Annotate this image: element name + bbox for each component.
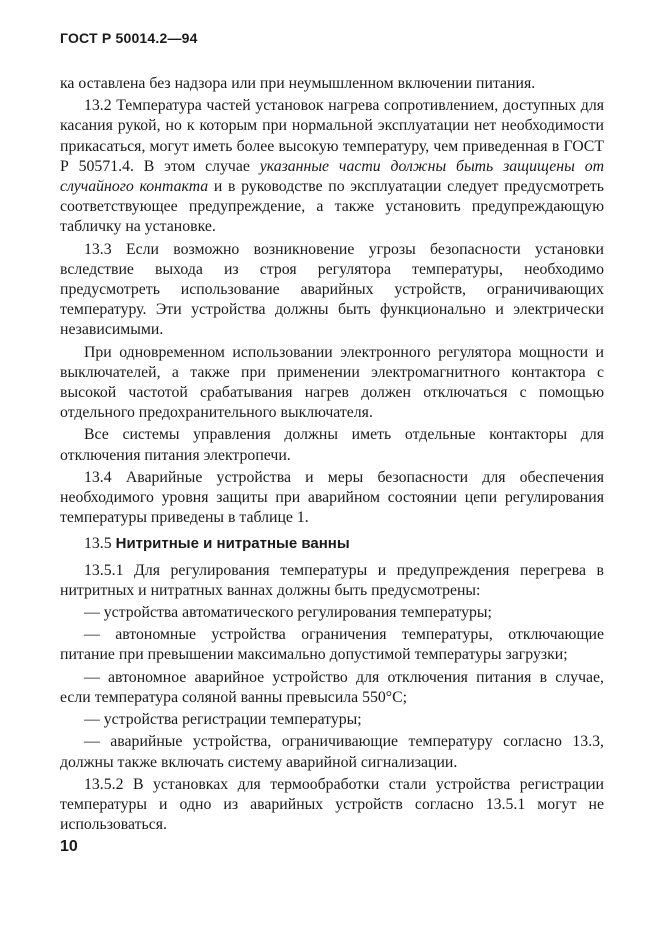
paragraph-13-2-part2: и в руководстве по эксплуатации следует предусмотреть соответствующее предупреждение, а также установить предупреждающую табличку на установке. (60, 178, 604, 236)
paragraph-13-4: 13.4 Аварийные устройства и меры безопасности для обеспечения необходимого уровня защиты при аварийном состоянии цепи регулирования температуры приведены в таблице 1. (60, 468, 604, 527)
paragraph-13-2-part1: 13.2 Температура частей установок нагрева сопротивлением, доступных для касания рукой, но к которым при нормальной эксплуатации нет необходимости прикасаться, могут иметь более высокую температуру, чем приведенная в ГОСТ Р 50571.4. В этом случае (60, 97, 604, 175)
paragraph-13-5-2: 13.5.2 В установках для термообработки стали устройства регистрации температуры и одно из аварийных устройств согласно 13.5.1 могут не использоваться. (60, 775, 604, 834)
paragraph-13-2 (60, 96, 604, 237)
section-heading: Нитритные и нитратные ванны (115, 535, 350, 553)
list-item-emergency-shutdown: — автономное аварийное устройство для отключения питания в случае, если температура соляной ванны превысила 550°С; (60, 668, 604, 706)
paragraph-electronic-regulator: При одновременном использовании электронного регулятора мощности и выключателей, а также при применении электромагнитного контактора с высокой частотой срабатывания нагрев должен отключаться с помощью отдельного предохранительного выключателя. (60, 343, 604, 422)
section-title-13-5 (60, 534, 604, 554)
list-item-limiting-devices: — автономные устройства ограничения температуры, отключающие питание при превышении максимально допустимой температуры загрузки; (60, 626, 604, 664)
section-number: 13.5 (84, 535, 112, 553)
paragraph-continuation: ка оставлена без надзора или при неумышленном включении питания. (60, 75, 536, 92)
page-number: 10 (60, 838, 78, 855)
list-item-emergency-alarm: — аварийные устройства, ограничивающие температуру согласно 13.3, должны также включать систему аварийной сигнализации. (60, 733, 604, 771)
paragraph-13-2-italic: указанные части должны быть защищены от случайного контакта (60, 157, 604, 196)
paragraph-control-systems: Все системы управления должны иметь отдельные контакторы для отключения питания электропечи. (60, 426, 604, 464)
paragraph-13-3: 13.3 Если возможно возникновение угрозы безопасности установки вследствие выхода из строя регулятора температуры, необходимо предусмотреть использование аварийных устройств, ограничивающих температуру. Эти устройства должны быть функционально и электрически независимыми. (60, 240, 604, 339)
list-item-auto-regulation: — устройства автоматического регулирования температуры; (84, 604, 492, 622)
paragraph-13-5-1: 13.5.1 Для регулирования температуры и предупреждения перегрева в нитритных и нитратных ваннах должны быть предусмотрены: (60, 561, 604, 599)
document-header: ГОСТ Р 50014.2—94 (60, 30, 198, 46)
list-item-recording: — устройства регистрации температуры; (84, 711, 362, 729)
document-page (60, 30, 604, 837)
